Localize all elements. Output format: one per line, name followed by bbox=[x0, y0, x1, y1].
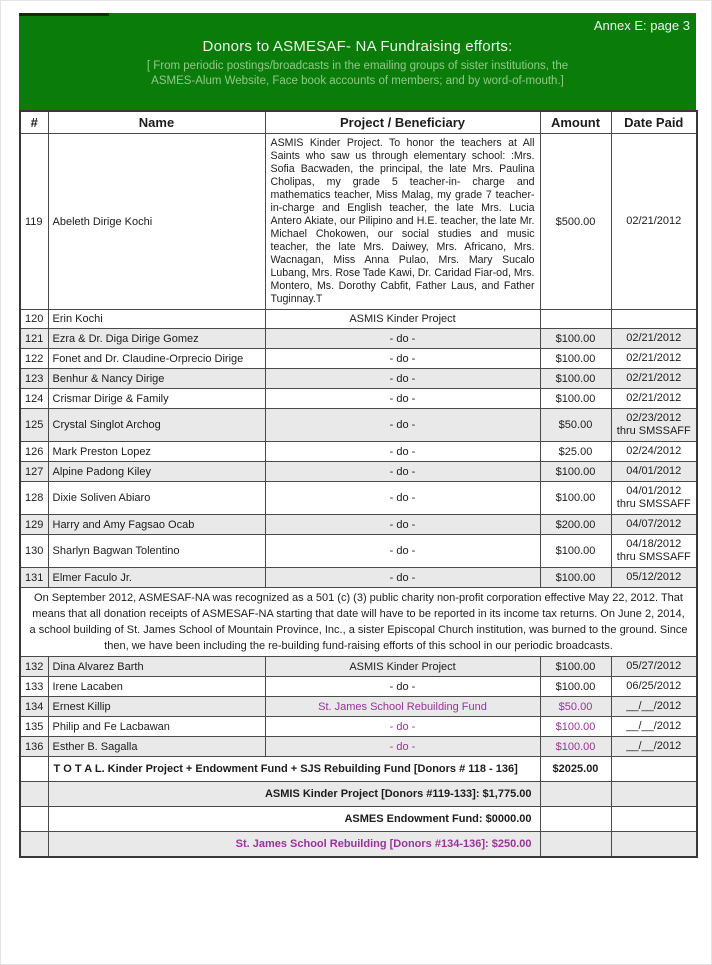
donor-number: 122 bbox=[20, 349, 48, 369]
donor-row bbox=[20, 369, 697, 389]
donor-project-text: - do - bbox=[389, 740, 416, 753]
donor-amount bbox=[540, 389, 611, 409]
donor-date-paid: __/__/2012 bbox=[611, 737, 697, 757]
donor-date-paid: 02/21/2012 bbox=[611, 369, 697, 389]
donor-number: 121 bbox=[20, 329, 48, 349]
donor-amount bbox=[540, 657, 611, 677]
total-amount bbox=[540, 782, 611, 807]
total-date-cell bbox=[611, 782, 697, 807]
donor-amount-text: $100.00 bbox=[555, 680, 596, 693]
donor-date-paid: 02/21/2012 bbox=[611, 349, 697, 369]
total-label: T O T A L. Kinder Project + Endowment Fund + SJS Rebuilding Fund [Donors # 118 - 136] bbox=[48, 757, 540, 782]
donor-amount bbox=[540, 462, 611, 482]
donor-project-text: - do - bbox=[389, 445, 416, 458]
donor-date-paid: 02/23/2012 thru SMSSAFF bbox=[611, 409, 697, 442]
donor-amount bbox=[540, 442, 611, 462]
donor-name: Fonet and Dr. Claudine-Orprecio Dirige bbox=[48, 349, 265, 369]
annex-page-label: Annex E: page 3 bbox=[593, 18, 690, 33]
donor-amount bbox=[540, 349, 611, 369]
column-header-date: Date Paid bbox=[611, 111, 697, 134]
donor-date-paid: 02/21/2012 bbox=[611, 389, 697, 409]
donor-number: 127 bbox=[20, 462, 48, 482]
donor-amount-text: $100.00 bbox=[555, 492, 596, 504]
donor-amount bbox=[540, 515, 611, 535]
donor-project-text: - do - bbox=[389, 372, 416, 385]
donor-name: Benhur & Nancy Dirige bbox=[48, 369, 265, 389]
donor-name: Ernest Killip bbox=[48, 697, 265, 717]
table-body bbox=[20, 134, 697, 858]
donor-number: 125 bbox=[20, 409, 48, 442]
donor-project bbox=[265, 442, 540, 462]
donor-project bbox=[265, 697, 540, 717]
donor-amount bbox=[540, 409, 611, 442]
donor-project bbox=[265, 409, 540, 442]
donor-amount-text: $500.00 bbox=[555, 215, 596, 228]
donor-name: Ezra & Dr. Diga Dirige Gomez bbox=[48, 329, 265, 349]
donor-name: Crystal Singlot Archog bbox=[48, 409, 265, 442]
donor-row bbox=[20, 442, 697, 462]
page-subtitle-line1: [ From periodic postings/broadcasts in the emailing groups of sister institutions, the bbox=[146, 60, 569, 72]
donor-project-text: - do - bbox=[389, 545, 416, 557]
donor-row bbox=[20, 134, 697, 310]
donor-amount-text: $100.00 bbox=[555, 545, 596, 557]
donor-name: Sharlyn Bagwan Tolentino bbox=[48, 535, 265, 568]
donor-project-text: ASMIS Kinder Project. To honor the teachers at All Saints who saw us through elementary school: :Mrs. Sofia Bacwaden, the principal, the late Mrs. Paulina Cholipas, my grade 5 teacher-in- charge and mathematics teacher, Miss Malag, my grade 7 teacher-in-charge and English teacher, the late Mrs. Lucia Antero Akiate, our Pilipino and H.E. teacher, the late Mr. Michael Chokowen, our social studies and music teacher, the late Mrs. Daiwey, Mrs. Africano, Mrs. Wacnagan, Miss Anna Pulao, Mrs. Mary Sucalo Lubang, Mrs. Rose Tade Kawi, Dr. Caridad Fiar-od, Mrs. Montero, Ms. Dorothy Cabfit, Father Laus, and Father Tuginnay.T bbox=[270, 137, 535, 305]
donor-project bbox=[265, 462, 540, 482]
donor-number: 134 bbox=[20, 697, 48, 717]
donor-name: Crismar Dirige & Family bbox=[48, 389, 265, 409]
donor-date-paid: 04/01/2012 bbox=[611, 462, 697, 482]
page-title: Donors to ASMESAF- NA Fundraising efforts: bbox=[202, 38, 513, 55]
donor-project-text: - do - bbox=[389, 492, 416, 504]
donor-project bbox=[265, 568, 540, 588]
donor-name: Abeleth Dirige Kochi bbox=[48, 134, 265, 310]
donor-date-paid: 02/21/2012 bbox=[611, 134, 697, 310]
donor-number: 135 bbox=[20, 717, 48, 737]
donor-date-paid: 04/07/2012 bbox=[611, 515, 697, 535]
donor-amount bbox=[540, 677, 611, 697]
donor-row bbox=[20, 349, 697, 369]
donor-amount-text: $100.00 bbox=[555, 465, 596, 478]
total-amount bbox=[540, 832, 611, 858]
donor-row bbox=[20, 409, 697, 442]
donor-date-paid: 02/21/2012 bbox=[611, 329, 697, 349]
donor-amount-text: $100.00 bbox=[555, 332, 596, 345]
column-header-name: Name bbox=[48, 111, 265, 134]
donor-amount-text: $200.00 bbox=[555, 518, 596, 531]
donor-project bbox=[265, 657, 540, 677]
donor-amount bbox=[540, 717, 611, 737]
green-header-banner bbox=[19, 13, 696, 110]
donor-number: 132 bbox=[20, 657, 48, 677]
donor-amount-text: $100.00 bbox=[555, 392, 596, 405]
donor-name: Dixie Soliven Abiaro bbox=[48, 482, 265, 515]
total-row bbox=[20, 832, 697, 858]
donor-date-paid: 04/01/2012 thru SMSSAFF bbox=[611, 482, 697, 515]
donor-project bbox=[265, 389, 540, 409]
total-date-cell bbox=[611, 807, 697, 832]
table-header-row bbox=[20, 111, 697, 134]
donor-amount bbox=[540, 697, 611, 717]
total-row-number-cell bbox=[20, 757, 48, 782]
donor-project bbox=[265, 329, 540, 349]
donor-amount-text: $50.00 bbox=[558, 419, 593, 431]
donor-row bbox=[20, 657, 697, 677]
donor-project-text: - do - bbox=[389, 465, 416, 478]
donor-date-paid bbox=[611, 310, 697, 329]
donor-name: Harry and Amy Fagsao Ocab bbox=[48, 515, 265, 535]
document-sheet bbox=[19, 13, 696, 858]
donor-amount bbox=[540, 329, 611, 349]
donor-name: Dina Alvarez Barth bbox=[48, 657, 265, 677]
donor-date-paid: __/__/2012 bbox=[611, 717, 697, 737]
donor-number: 129 bbox=[20, 515, 48, 535]
donor-row bbox=[20, 389, 697, 409]
donor-date-paid: __/__/2012 bbox=[611, 697, 697, 717]
total-amount: $2025.00 bbox=[540, 757, 611, 782]
donor-row bbox=[20, 482, 697, 515]
total-row bbox=[20, 757, 697, 782]
donor-number: 131 bbox=[20, 568, 48, 588]
donor-number: 130 bbox=[20, 535, 48, 568]
donor-name: Alpine Padong Kiley bbox=[48, 462, 265, 482]
notice-row bbox=[20, 588, 697, 657]
donor-number: 128 bbox=[20, 482, 48, 515]
donor-amount-text: $100.00 bbox=[555, 740, 596, 753]
donor-row bbox=[20, 677, 697, 697]
donor-project bbox=[265, 535, 540, 568]
donor-amount bbox=[540, 310, 611, 329]
donor-project bbox=[265, 134, 540, 310]
donor-name: Philip and Fe Lacbawan bbox=[48, 717, 265, 737]
total-row bbox=[20, 782, 697, 807]
donor-name: Elmer Faculo Jr. bbox=[48, 568, 265, 588]
donor-row bbox=[20, 462, 697, 482]
donors-table bbox=[19, 110, 698, 858]
donor-project-text: ASMIS Kinder Project bbox=[349, 313, 456, 325]
donor-amount-text: $100.00 bbox=[555, 660, 596, 673]
donor-number: 119 bbox=[20, 134, 48, 310]
donor-row bbox=[20, 697, 697, 717]
donor-row bbox=[20, 535, 697, 568]
donor-amount bbox=[540, 134, 611, 310]
page-subtitle-line2: ASMES-Alum Website, Face book accounts of members; and by word-of-mouth.] bbox=[151, 75, 564, 87]
donor-amount bbox=[540, 482, 611, 515]
donor-amount bbox=[540, 369, 611, 389]
donor-project bbox=[265, 369, 540, 389]
donor-amount-text: $100.00 bbox=[555, 720, 596, 733]
donor-project bbox=[265, 482, 540, 515]
total-label: St. James School Rebuilding [Donors #134-136]: $250.00 bbox=[48, 832, 540, 858]
donor-project-text: - do - bbox=[389, 680, 416, 693]
notice-text: On September 2012, ASMESAF-NA was recognized as a 501 (c) (3) public charity non-profit corporation effective May 22, 2012. That means that all donation receipts of ASMESAF-NA starting that date will have to be reported in its income tax returns. On June 2, 2014, a school building of St. James School of Mountain Province, Inc., a sister Episcopal Church institution, was burned to the ground. Since then, we have been including the re-building fund-raising efforts of this school in our periodic broadcasts. bbox=[20, 588, 697, 657]
donor-amount-text: $100.00 bbox=[555, 571, 596, 584]
donor-amount bbox=[540, 568, 611, 588]
donor-number: 120 bbox=[20, 310, 48, 329]
donor-project-text: - do - bbox=[389, 332, 416, 345]
donor-number: 133 bbox=[20, 677, 48, 697]
donor-project-text: St. James School Rebuilding Fund bbox=[318, 700, 487, 713]
donor-project bbox=[265, 515, 540, 535]
donor-name: Esther B. Sagalla bbox=[48, 737, 265, 757]
donor-name: Erin Kochi bbox=[48, 310, 265, 329]
donor-number: 126 bbox=[20, 442, 48, 462]
donor-amount-text: $25.00 bbox=[558, 445, 593, 458]
donor-project-text: ASMIS Kinder Project bbox=[349, 660, 456, 673]
page-subtitle bbox=[19, 59, 696, 89]
donor-row bbox=[20, 329, 697, 349]
donor-row bbox=[20, 717, 697, 737]
donor-amount-text: $50.00 bbox=[558, 700, 593, 713]
donor-project bbox=[265, 349, 540, 369]
donor-amount bbox=[540, 535, 611, 568]
donor-date-paid: 04/18/2012 thru SMSSAFF bbox=[611, 535, 697, 568]
donor-name: Mark Preston Lopez bbox=[48, 442, 265, 462]
total-row-number-cell bbox=[20, 782, 48, 807]
donor-amount bbox=[540, 737, 611, 757]
column-header-amount: Amount bbox=[540, 111, 611, 134]
donor-amount-text: $100.00 bbox=[555, 352, 596, 365]
donor-amount-text: $100.00 bbox=[555, 372, 596, 385]
donor-row bbox=[20, 310, 697, 329]
donor-project bbox=[265, 310, 540, 329]
donor-name: Irene Lacaben bbox=[48, 677, 265, 697]
donor-number: 123 bbox=[20, 369, 48, 389]
donor-project-text: - do - bbox=[389, 720, 416, 733]
donor-row bbox=[20, 568, 697, 588]
total-label: ASMIS Kinder Project [Donors #119-133]: $1,775.00 bbox=[48, 782, 540, 807]
donor-number: 136 bbox=[20, 737, 48, 757]
donor-project bbox=[265, 677, 540, 697]
donor-date-paid: 06/25/2012 bbox=[611, 677, 697, 697]
total-label: ASMES Endowment Fund: $0000.00 bbox=[48, 807, 540, 832]
donor-project-text: - do - bbox=[389, 419, 416, 431]
total-row bbox=[20, 807, 697, 832]
column-header-project: Project / Beneficiary bbox=[265, 111, 540, 134]
donor-project-text: - do - bbox=[389, 518, 416, 531]
scan-artifact-mark bbox=[19, 13, 109, 16]
donor-date-paid: 02/24/2012 bbox=[611, 442, 697, 462]
total-row-number-cell bbox=[20, 832, 48, 858]
donor-row bbox=[20, 737, 697, 757]
donor-number: 124 bbox=[20, 389, 48, 409]
donor-date-paid: 05/12/2012 bbox=[611, 568, 697, 588]
total-row-number-cell bbox=[20, 807, 48, 832]
donor-project-text: - do - bbox=[389, 352, 416, 365]
donor-project-text: - do - bbox=[389, 571, 416, 584]
donor-project-text: - do - bbox=[389, 392, 416, 405]
donor-project bbox=[265, 737, 540, 757]
total-amount bbox=[540, 807, 611, 832]
donor-row bbox=[20, 515, 697, 535]
column-header-number: # bbox=[20, 111, 48, 134]
total-date-cell bbox=[611, 832, 697, 858]
total-date-cell bbox=[611, 757, 697, 782]
donor-date-paid: 05/27/2012 bbox=[611, 657, 697, 677]
donor-project bbox=[265, 717, 540, 737]
